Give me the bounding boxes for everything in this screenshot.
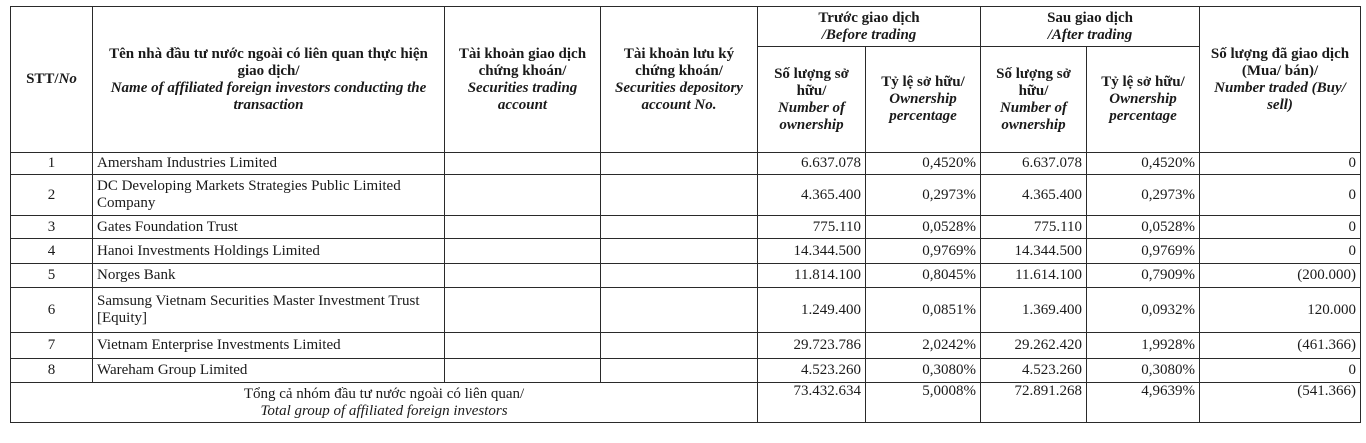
after-shares: 775.110 (981, 216, 1087, 239)
total-after-pct: 4,9639% (1087, 383, 1200, 423)
after-shares: 4.365.400 (981, 175, 1087, 216)
investor-name: Hanoi Investments Holdings Limited (93, 239, 445, 264)
investor-name: Samsung Vietnam Securities Master Investment Trust [Equity] (93, 288, 445, 333)
total-before-pct: 5,0008% (866, 383, 981, 423)
depository-account (601, 264, 758, 288)
before-pct: 0,9769% (866, 239, 981, 264)
col-trading-account-header: Tài khoản giao dịch chứng khoán/ Securities trading account (445, 7, 601, 153)
traded-qty: 0 (1200, 359, 1361, 383)
header-row-top (11, 7, 1361, 47)
investor-name: DC Developing Markets Strategies Public Limited Company (93, 175, 445, 216)
investor-name: Norges Bank (93, 264, 445, 288)
trading-account (445, 264, 601, 288)
ownership-table (10, 6, 1361, 423)
total-traded-qty: (541.366) (1200, 383, 1361, 423)
traded-qty: (200.000) (1200, 264, 1361, 288)
depository-account (601, 175, 758, 216)
before-pct: 0,0528% (866, 216, 981, 239)
after-trading-header: Sau giao dịch /After trading (981, 7, 1200, 47)
investor-name: Wareham Group Limited (93, 359, 445, 383)
row-no: 5 (11, 264, 93, 288)
after-shares: 4.523.260 (981, 359, 1087, 383)
col-before-shares-header: Số lượng sở hữu/ Number of ownership (758, 47, 866, 153)
col-traded-header: Số lượng đã giao dịch (Mua/ bán)/ Number traded (Buy/ sell) (1200, 7, 1361, 153)
trading-account (445, 239, 601, 264)
before-pct: 0,2973% (866, 175, 981, 216)
before-shares: 4.523.260 (758, 359, 866, 383)
row-no: 7 (11, 333, 93, 359)
before-shares: 1.249.400 (758, 288, 866, 333)
row-no: 1 (11, 153, 93, 175)
total-row (11, 383, 1361, 423)
traded-qty: 0 (1200, 175, 1361, 216)
after-pct: 0,7909% (1087, 264, 1200, 288)
traded-qty: 0 (1200, 153, 1361, 175)
before-pct: 0,3080% (866, 359, 981, 383)
col-stt-header: STT/No (11, 7, 93, 153)
row-no: 8 (11, 359, 93, 383)
trading-account (445, 216, 601, 239)
table-body (11, 153, 1361, 423)
table-row (11, 153, 1361, 175)
col-after-pct-header: Tỷ lệ sở hữu/ Ownership percentage (1087, 47, 1200, 153)
depository-account (601, 216, 758, 239)
before-shares: 29.723.786 (758, 333, 866, 359)
after-pct: 0,0932% (1087, 288, 1200, 333)
table-row (11, 333, 1361, 359)
total-label: Tổng cả nhóm đầu tư nước ngoài có liên quan/ Total group of affiliated foreign investors (11, 383, 758, 423)
before-pct: 0,0851% (866, 288, 981, 333)
depository-account (601, 359, 758, 383)
investor-name: Gates Foundation Trust (93, 216, 445, 239)
before-shares: 6.637.078 (758, 153, 866, 175)
table-row (11, 175, 1361, 216)
traded-qty: 0 (1200, 216, 1361, 239)
total-after-shares: 72.891.268 (981, 383, 1087, 423)
before-shares: 4.365.400 (758, 175, 866, 216)
table-row (11, 216, 1361, 239)
after-pct: 0,0528% (1087, 216, 1200, 239)
trading-account (445, 333, 601, 359)
depository-account (601, 333, 758, 359)
before-pct: 0,8045% (866, 264, 981, 288)
table-row (11, 239, 1361, 264)
col-depository-account-header: Tài khoản lưu ký chứng khoán/ Securities depository account No. (601, 7, 758, 153)
trading-account (445, 175, 601, 216)
row-no: 6 (11, 288, 93, 333)
after-pct: 0,9769% (1087, 239, 1200, 264)
col-name-header: Tên nhà đầu tư nước ngoài có liên quan thực hiện giao dịch/ Name of affiliated foreign investors conducting the transaction (93, 7, 445, 153)
after-shares: 1.369.400 (981, 288, 1087, 333)
depository-account (601, 239, 758, 264)
traded-qty: 0 (1200, 239, 1361, 264)
investor-name: Vietnam Enterprise Investments Limited (93, 333, 445, 359)
table-row (11, 359, 1361, 383)
row-no: 4 (11, 239, 93, 264)
after-shares: 29.262.420 (981, 333, 1087, 359)
col-after-shares-header: Số lượng sở hữu/ Number of ownership (981, 47, 1087, 153)
col-before-pct-header: Tỷ lệ sở hữu/ Ownership percentage (866, 47, 981, 153)
depository-account (601, 153, 758, 175)
before-pct: 0,4520% (866, 153, 981, 175)
after-shares: 6.637.078 (981, 153, 1087, 175)
trading-account (445, 288, 601, 333)
traded-qty: (461.366) (1200, 333, 1361, 359)
traded-qty: 120.000 (1200, 288, 1361, 333)
investor-name: Amersham Industries Limited (93, 153, 445, 175)
before-trading-header: Trước giao dịch /Before trading (758, 7, 981, 47)
before-shares: 14.344.500 (758, 239, 866, 264)
before-shares: 775.110 (758, 216, 866, 239)
table-row (11, 288, 1361, 333)
after-pct: 0,4520% (1087, 153, 1200, 175)
after-pct: 0,3080% (1087, 359, 1200, 383)
after-pct: 0,2973% (1087, 175, 1200, 216)
table-row (11, 264, 1361, 288)
after-shares: 11.614.100 (981, 264, 1087, 288)
total-before-shares: 73.432.634 (758, 383, 866, 423)
row-no: 3 (11, 216, 93, 239)
before-pct: 2,0242% (866, 333, 981, 359)
trading-account (445, 359, 601, 383)
depository-account (601, 288, 758, 333)
before-shares: 11.814.100 (758, 264, 866, 288)
after-pct: 1,9928% (1087, 333, 1200, 359)
after-shares: 14.344.500 (981, 239, 1087, 264)
trading-account (445, 153, 601, 175)
row-no: 2 (11, 175, 93, 216)
